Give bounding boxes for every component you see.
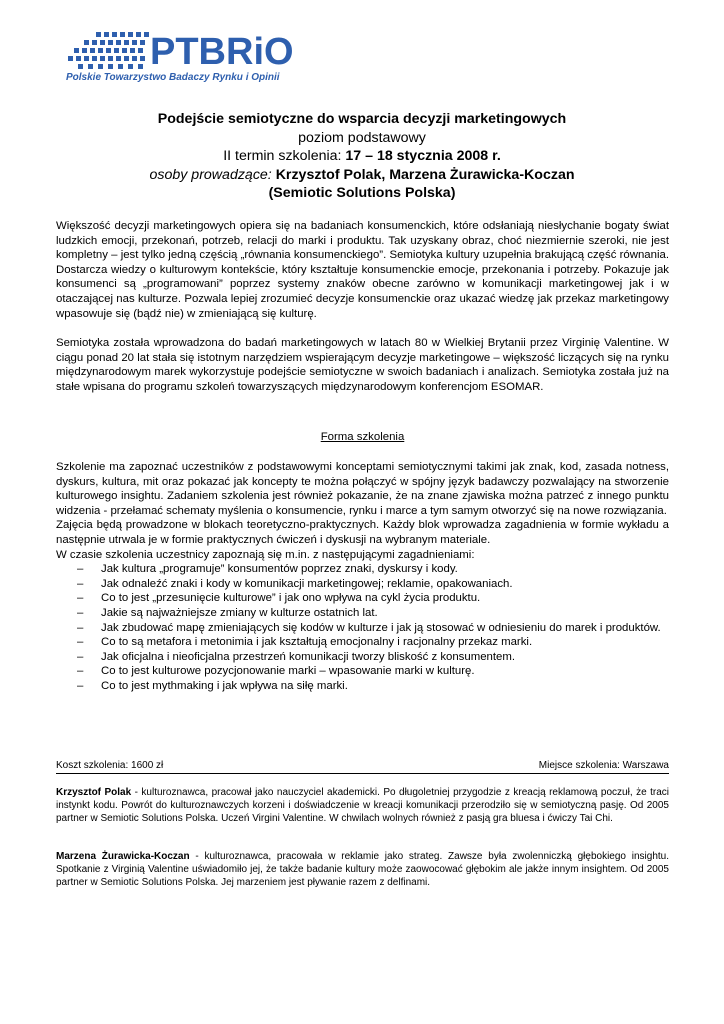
bio-krzysztof-polak xyxy=(56,786,669,826)
list-item: – Co to są metafora i metonimia i jak kształtują emocjonalny i racjonalny przekaz marki. xyxy=(56,635,669,650)
list-item: – Co to jest kulturowe pozycjonowanie marki – wpasowanie marki w kulturę. xyxy=(56,664,669,679)
logo-dots-icon xyxy=(66,30,156,74)
trainers: osoby prowadzące: Krzysztof Polak, Marzena Żurawicka-Koczan xyxy=(149,166,575,183)
topics-list xyxy=(56,562,669,693)
bio-text: - kulturoznawca, pracowała w reklamie jako strateg. Zawsze była zwolenniczką głębokiego insightu. Spotkanie z Virginią Valentine uświadomiło jej, że także badanie kultury może zaowocować głębokim ale jakże innym insightem. Od 2005 partner w Semiotic Solutions Polska. Jej marzeniem jest pływanie razem z delfinami. xyxy=(56,851,669,889)
training-info-row xyxy=(56,760,669,774)
intro-paragraph-1: Większość decyzji marketingowych opiera się na badaniach konsumenckich, które odsłaniają niesłychanie bogaty świat ludzkich emocji, przekonań, potrzeb, relacji do marki i produktu. Tak uzyskany obraz, choć niezmiernie szeroki, nie jest kompletny – jest tylko jedną częścią „równania konsumenckiego”. Semiotyka kultury uzupełnia brakującą część równania. Dostarcza wiedzy o kulturowym kontekście, który kształtuje konsumenckie emocje, przekonania i potrzeby. Pokazuje jak konsumenci są „programowani” poprzez systemy znaków obecne zarówno w komunikacji marketingowej jak i w otaczającej nas kulturze. Pozwala lepiej zrozumieć decyzje konsumenckie oraz ukazać wiedzę jak przekaz marketingowy wpasowuje się (bądź nie) w zmieniającą się kulturę. xyxy=(56,220,669,320)
logo xyxy=(66,30,306,90)
list-item: – Jak oficjalna i nieoficjalna przestrzeń komunikacji tworzy bliskość z konsumentem. xyxy=(56,650,669,665)
list-item: – Jakie są najważniejsze zmiany w kulturze ostatnich lat. xyxy=(56,606,669,621)
forma-paragraph-1: Szkolenie ma zapoznać uczestników z podstawowymi konceptami semiotycznymi takimi jak znak, kod, zasada notness, dyskurs, kultura, mit oraz pokazać jak koncepty te można połączyć w spójny język badawczy pozwalający na stworzenie kulturowego insightu. Zadaniem szkolenia jest również pokazanie, że na znane zjawiska można patrzeć z innego punktu widzenia - przełamać schematy myślenia o konsumencie, rynku i marce a tym samym otworzyć się na nowe rozwiązania. xyxy=(56,461,669,517)
forma-section xyxy=(56,460,669,694)
training-date: II termin szkolenia: 17 – 18 stycznia 2008 r. xyxy=(223,148,501,164)
logo-subtitle: Polskie Towarzystwo Badaczy Rynku i Opinii xyxy=(66,72,280,83)
document-level: poziom podstawowy xyxy=(298,129,426,146)
list-item: – Jak zbudować mapę zmieniających się kodów w kulturze i jak ją stosować w odniesieniu do marek i produktów. xyxy=(56,621,669,636)
list-item: – Co to jest mythmaking i jak wpływa na siłę marki. xyxy=(56,679,669,694)
list-item: – Co to jest „przesunięcie kulturowe” i jak ono wpływa na cykl życia produktu. xyxy=(56,591,669,606)
bio-text: - kulturoznawca, pracował jako nauczyciel akademicki. Po długoletniej przygodzie z kreacją reklamową poczuł, że traci instynkt kodu. Powrót do kulturoznawczych korzeni i doświadczenie w kreacji komunikacji przerodziło się w semiotyczną pasję. Od 2005 partner w Semiotic Solutions Polska. Uczeń Virgini Valentine. W chwilach wolnych również z pasją gra bluesa i ćwiczy Tai Chi. xyxy=(56,787,669,825)
document-title-block xyxy=(56,110,668,203)
intro-paragraph-2: Semiotyka została wprowadzona do badań marketingowych w latach 80 w Wielkiej Brytanii przez Virginię Valentine. W ciągu ponad 20 lat stała się istotnym narzędziem wspierającym decyzje marketingowe – większość liczących się na rynku międzynarodowym marek wykorzystuje podejście semiotyczne w swoich badaniach i analizach. Semiotyka została już na stałe wpisana do programu szkoleń towarzyszących międzynarodowym konferencjom ESOMAR. xyxy=(56,337,669,393)
bio-marzena-zurawicka-koczan xyxy=(56,850,669,890)
training-place: Miejsce szkolenia: Warszawa xyxy=(538,760,669,771)
document-title: Podejście semiotyczne do wsparcia decyzji marketingowych xyxy=(157,111,567,127)
logo-name: PTBRiO xyxy=(150,31,294,73)
trainers-company: (Semiotic Solutions Polska) xyxy=(268,185,456,201)
training-cost: Koszt szkolenia: 1600 zł xyxy=(56,760,164,771)
bio-name: Marzena Żurawicka-Koczan xyxy=(56,851,190,862)
forma-paragraph-2: Zajęcia będą prowadzone w blokach teoretyczno-praktycznych. Każdy blok wprowadza zagadnienia w formie wykładu a następnie utrwala je w formie praktycznych ćwiczeń i dyskusji na wybranym materiale. xyxy=(56,519,669,546)
bio-name: Krzysztof Polak xyxy=(56,787,132,798)
list-item: – Jak kultura „programuje” konsumentów poprzez znaki, dyskursy i kody. xyxy=(56,562,669,577)
list-item: – Jak odnaleźć znaki i kody w komunikacji marketingowej; reklamie, opakowaniach. xyxy=(56,577,669,592)
section-heading-forma: Forma szkolenia xyxy=(320,431,405,443)
forma-paragraph-3: W czasie szkolenia uczestnicy zapoznają się m.in. z następującymi zagadnieniami: xyxy=(56,548,475,561)
